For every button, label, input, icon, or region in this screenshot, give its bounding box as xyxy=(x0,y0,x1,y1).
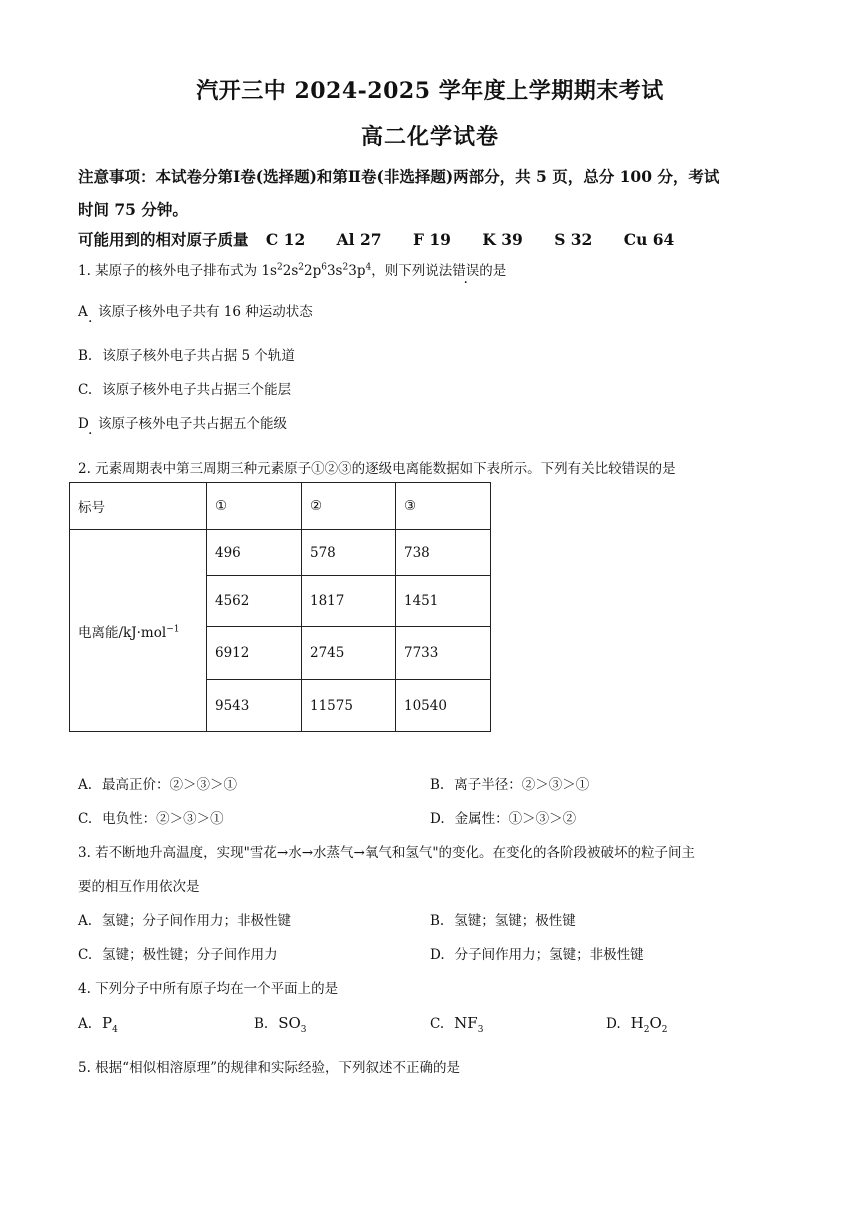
q2-option-c[interactable]: C. 电负性：②＞③＞① xyxy=(78,811,224,827)
mass-al: Al 27 xyxy=(336,230,382,249)
electron-configuration: $1s^22s^22p^63s^23p^4$ xyxy=(261,262,372,279)
q3-option-b[interactable]: B. 氢键；氢键；极性键 xyxy=(430,913,576,929)
header-label: 标号 xyxy=(70,483,207,530)
mass-k: K 39 xyxy=(482,230,523,249)
q1-option-a[interactable]: A · 该原子核外电子共有 16 种运动状态 xyxy=(78,304,313,330)
q4-option-c[interactable]: C. $NF_3$ xyxy=(430,1014,484,1035)
notice-line-1: 注意事项：本试卷分第Ⅰ卷(选择题)和第Ⅱ卷(非选择题)两部分，共 5 页，总分 100 分，考试 xyxy=(78,167,720,186)
table-cell: 10540 xyxy=(396,680,491,732)
table-header-row xyxy=(70,483,491,530)
question-5-stem: 5. 根据“相似相溶原理”的规律和实际经验，下列叙述不正确的是 xyxy=(78,1060,460,1076)
question-4-stem: 4. 下列分子中所有原子均在一个平面上的是 xyxy=(78,981,339,997)
question-3-stem-line-2: 要的相互作用依次是 xyxy=(78,879,200,895)
notice-line-2: 时间 75 分钟。 xyxy=(78,200,188,219)
header-element-1: ① xyxy=(207,483,302,530)
q3-option-a[interactable]: A. 氢键；分子间作用力；非极性键 xyxy=(78,913,292,929)
exam-subtitle: 高二化学试卷 xyxy=(360,124,499,150)
q2-option-d[interactable]: D. 金属性：①＞③＞② xyxy=(430,811,577,827)
mass-cu: Cu 64 xyxy=(623,230,675,249)
table-cell: 1451 xyxy=(396,576,491,627)
atomic-masses-line xyxy=(78,228,788,250)
table-cell: 7733 xyxy=(396,627,491,680)
q1-option-d[interactable]: D · 该原子核外电子共占据五个能级 xyxy=(78,416,287,442)
table-cell: 4562 xyxy=(207,576,302,627)
mass-s: S 32 xyxy=(554,230,593,249)
q4-option-a[interactable]: A. $P_4$ xyxy=(78,1014,118,1035)
header-element-3: ③ xyxy=(396,483,491,530)
question-3-stem-line-1: 3. 若不断地升高温度，实现"雪花→水→水蒸气→氧气和氢气"的变化。在变化的各阶段被破坏的粒子间主 xyxy=(78,845,696,861)
mass-c: C 12 xyxy=(265,230,306,249)
header-element-2: ② xyxy=(302,483,396,530)
exam-notice xyxy=(78,160,788,226)
masses-label: 可能用到的相对原子质量 xyxy=(78,230,249,249)
table-cell: 2745 xyxy=(302,627,396,680)
table-row xyxy=(70,530,491,576)
q3-option-d[interactable]: D. 分子间作用力；氢键；非极性键 xyxy=(430,947,644,963)
table-cell: 9543 xyxy=(207,680,302,732)
table-cell: 6912 xyxy=(207,627,302,680)
table-cell: 578 xyxy=(302,530,396,576)
row-label-ionization-energy: 电离能/kJ·mol$^{-1}$ xyxy=(70,530,207,732)
q4-option-b[interactable]: B. $SO_3$ xyxy=(254,1014,307,1035)
q1-option-b[interactable]: B. 该原子核外电子共占据 5 个轨道 xyxy=(78,348,295,364)
mass-f: F 19 xyxy=(412,230,451,249)
table-cell: 496 xyxy=(207,530,302,576)
table-cell: 1817 xyxy=(302,576,396,627)
table-cell: 738 xyxy=(396,530,491,576)
exam-title: 汽开三中 2024-2025 学年度上学期期末考试 xyxy=(196,78,664,104)
q2-option-b[interactable]: B. 离子半径：②＞③＞① xyxy=(430,777,590,793)
question-2-stem: 2. 元素周期表中第三周期三种元素原子①②③的逐级电离能数据如下表所示。下列有关比较错误的是 xyxy=(78,461,676,477)
emphasis-wrong: 错误 xyxy=(452,263,480,279)
q1-option-c[interactable]: C. 该原子核外电子共占据三个能层 xyxy=(78,382,292,398)
question-1-stem: 1. 某原子的核外电子排布式为 $1s^22s^22p^63s^23p^4$，则下列说法错误的是 xyxy=(78,254,788,288)
table-cell: 11575 xyxy=(302,680,396,732)
q3-option-c[interactable]: C. 氢键；极性键；分子间作用力 xyxy=(78,947,278,963)
q4-option-d[interactable]: D. $H_2O_2$ xyxy=(606,1014,668,1035)
q2-option-a[interactable]: A. 最高正价：②＞③＞① xyxy=(78,777,238,793)
ionization-energy-table xyxy=(69,482,491,732)
